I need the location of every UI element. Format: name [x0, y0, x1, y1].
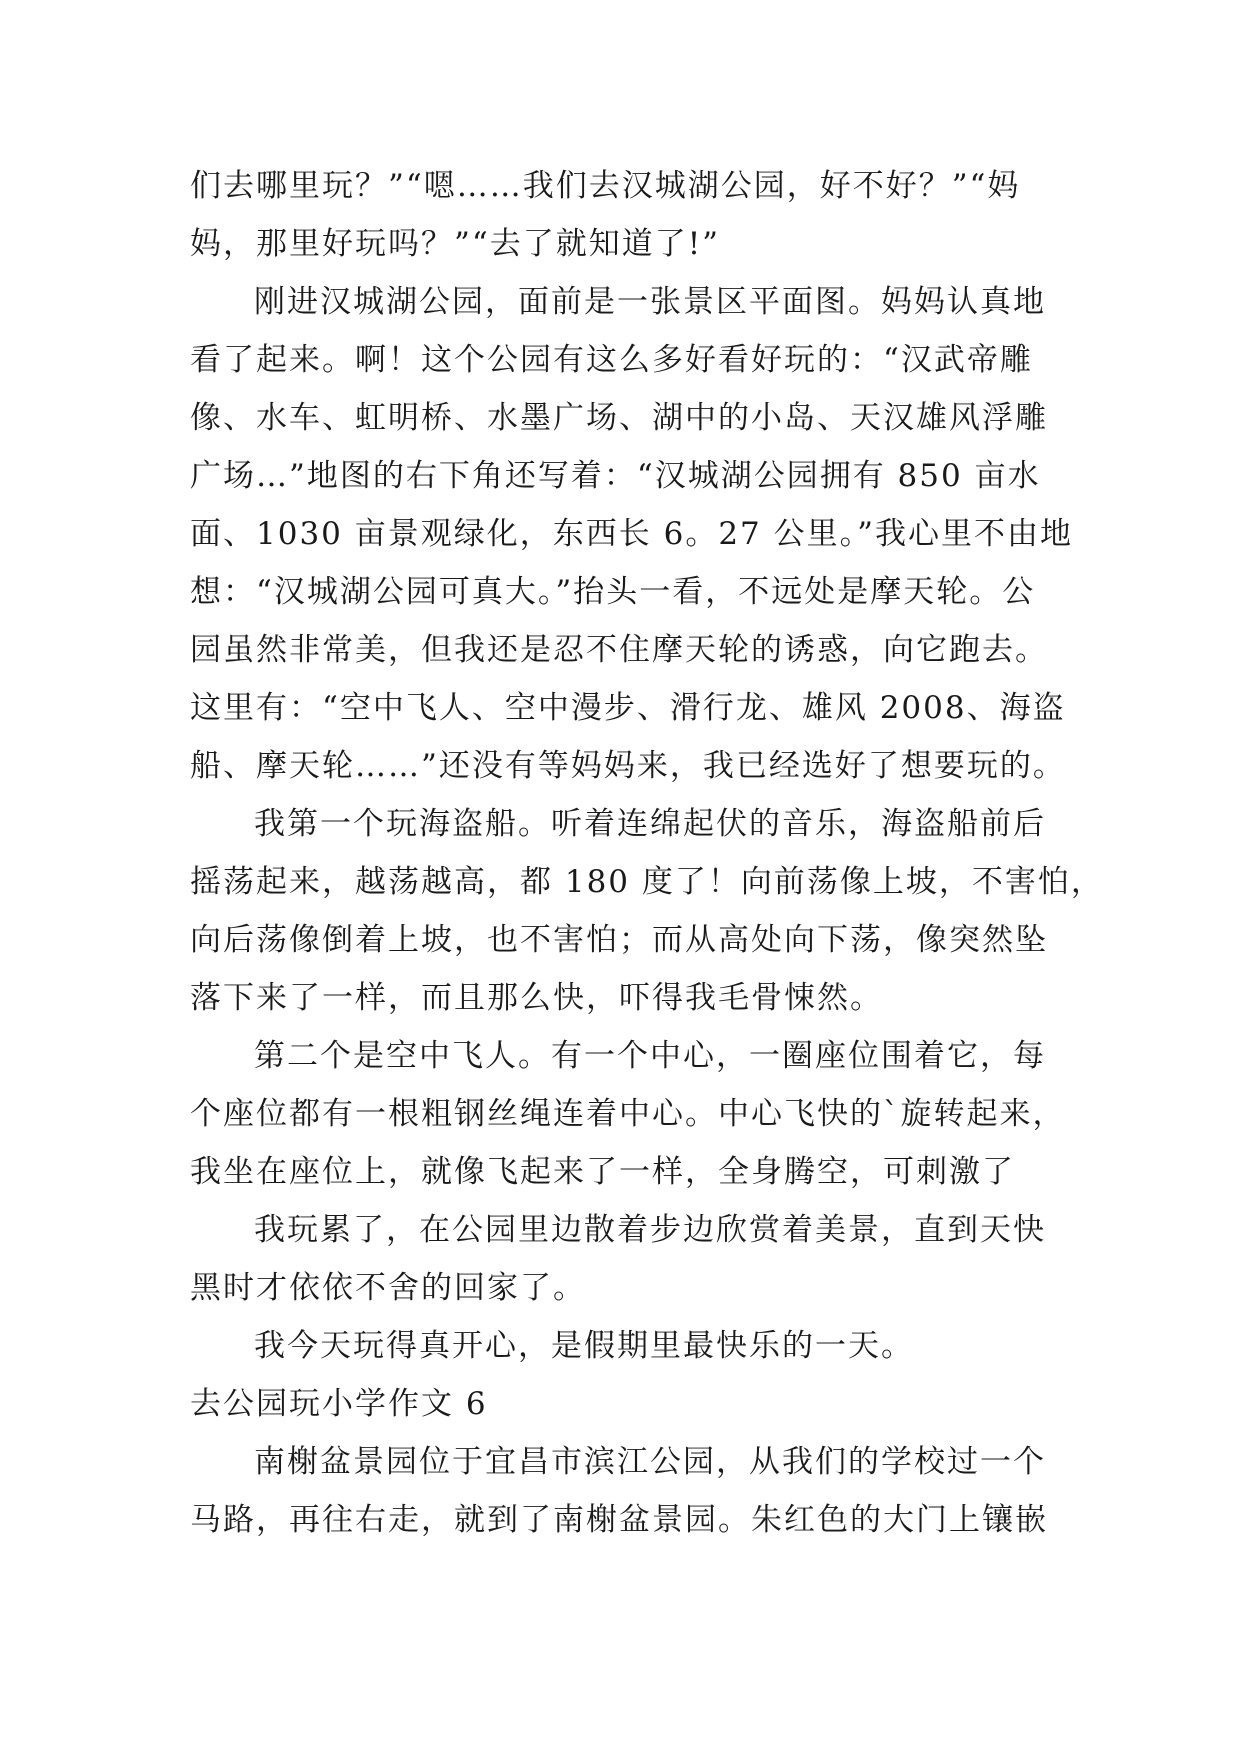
- text-line: 向后荡像倒着上坡，也不害怕；而从高处向下荡，像突然坠: [190, 922, 1048, 958]
- text-line: 我第一个玩海盗船。听着连绵起伏的音乐，海盗船前后: [254, 806, 1046, 842]
- text-line: 黑时才依依不舍的回家了。: [190, 1270, 586, 1306]
- text-line: 我玩累了，在公园里边散着步边欣赏着美景，直到天快: [254, 1212, 1046, 1248]
- text-line: 船、摩天轮……”还没有等妈妈来，我已经选好了想要玩的。: [190, 748, 1066, 784]
- text-line: 我坐在座位上，就像飞起来了一样，全身腾空，可刺激了: [190, 1154, 1015, 1190]
- text-line: 面、1030 亩景观绿化，东西长 6。27 公里。”我心里不由地: [190, 516, 1073, 552]
- text-line: 想：“汉城湖公园可真大。”抬头一看，不远处是摩天轮。公: [190, 574, 1036, 610]
- text-line: 妈，那里好玩吗？”“去了就知道了!”: [190, 226, 721, 262]
- section-heading: 去公园玩小学作文 6: [190, 1386, 488, 1422]
- text-line: 落下来了一样，而且那么快，吓得我毛骨悚然。: [190, 980, 883, 1016]
- text-line: 我今天玩得真开心，是假期里最快乐的一天。: [254, 1328, 914, 1364]
- text-line: 像、水车、虹明桥、水墨广场、湖中的小岛、天汉雄风浮雕: [190, 400, 1048, 436]
- text-line: 们去哪里玩？”“嗯……我们去汉城湖公园，好不好？”“妈: [190, 168, 1021, 204]
- text-line: 看了起来。啊！这个公园有这么多好看好玩的：“汉武帝雕: [190, 342, 1033, 378]
- text-line: 马路，再往右走，就到了南榭盆景园。朱红色的大门上镶嵌: [190, 1502, 1048, 1538]
- essay-text: [190, 157, 1104, 1549]
- text-line: 广场…”地图的右下角还写着：“汉城湖公园拥有 850 亩水: [190, 458, 1041, 494]
- text-line: 这里有：“空中飞人、空中漫步、滑行龙、雄风 2008、海盗: [190, 690, 1066, 726]
- text-line: 刚进汉城湖公园，面前是一张景区平面图。妈妈认真地: [254, 284, 1046, 320]
- text-line: 南榭盆景园位于宜昌市滨江公园，从我们的学校过一个: [254, 1444, 1046, 1480]
- text-line: 第二个是空中飞人。有一个中心，一圈座位围着它，每: [254, 1038, 1046, 1074]
- text-line: 摇荡起来，越荡越高，都 180 度了！向前荡像上坡，不害怕，: [190, 864, 1104, 900]
- text-line: 个座位都有一根粗钢丝绳连着中心。中心飞快的`旋转起来，: [190, 1096, 1066, 1132]
- text-line: 园虽然非常美，但我还是忍不住摩天轮的诱惑，向它跑去。: [190, 632, 1048, 668]
